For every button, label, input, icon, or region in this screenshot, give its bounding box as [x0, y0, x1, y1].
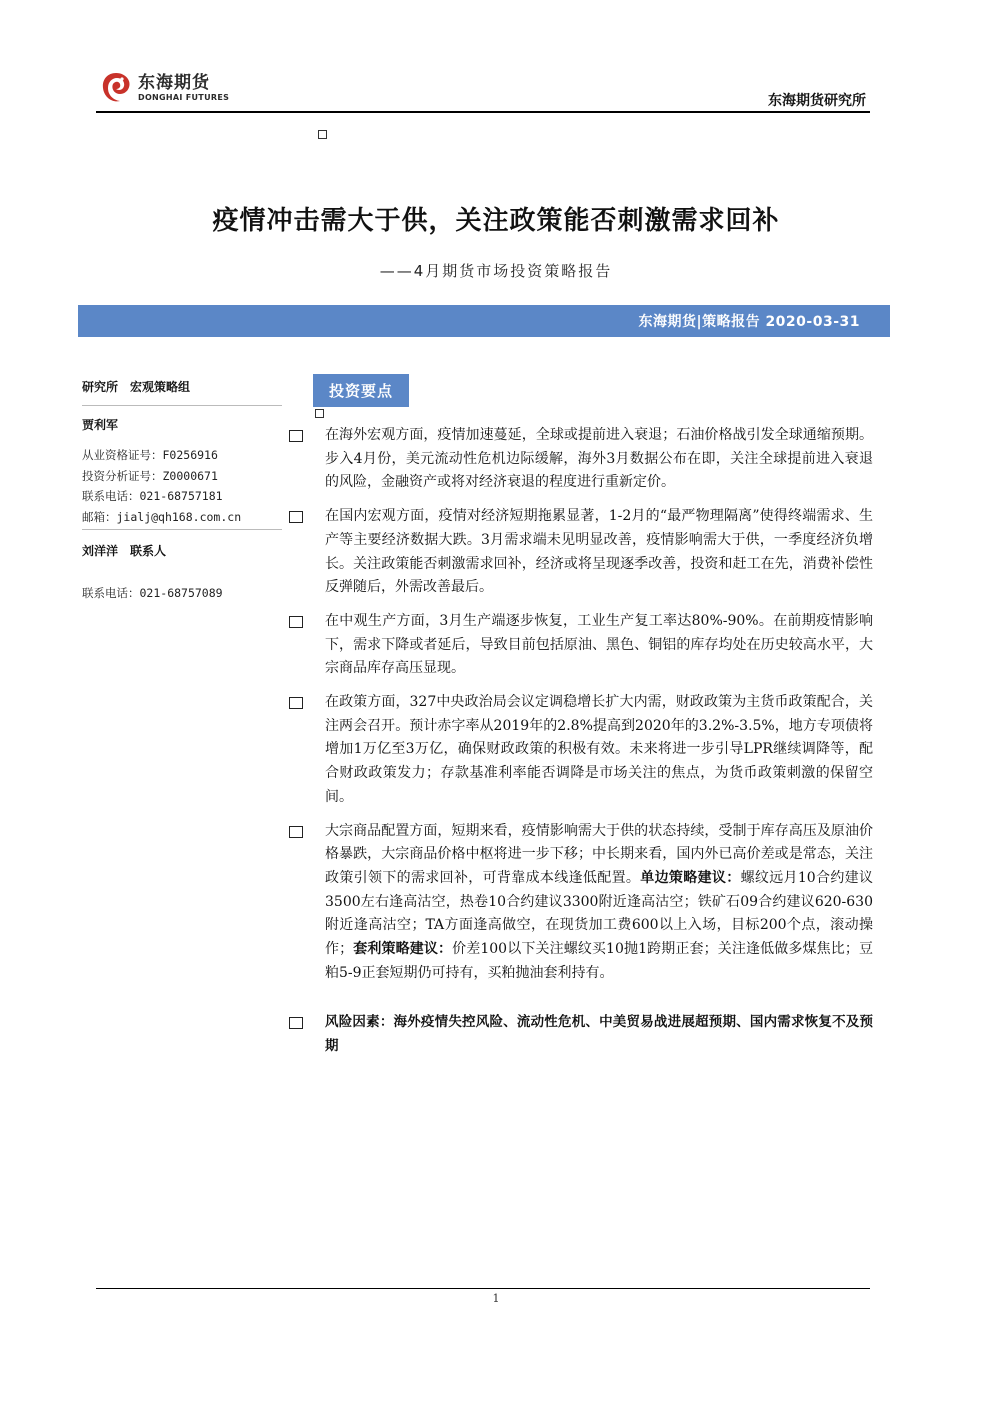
analyst-phone: 联系电话：021-68757181	[82, 489, 223, 503]
footer-divider	[96, 1288, 870, 1289]
arbitrage-strategy-heading: 套利策略建议：	[353, 941, 453, 958]
key-points-tab	[313, 374, 409, 407]
commodity-intro: 大宗商品配置方面，短期来看，疫情影响需大于供的状态持续，受制于库存高压及原油价格暴跌，大宗商品价格中枢将进一步下移；中长期来看，国内外已高价差或是常态，关注政策引领下的需求回补，可背靠成本线逢低配置。	[325, 822, 873, 886]
research-group: 研究所 宏观策略组	[82, 380, 191, 394]
key-points-label: 投资要点	[328, 382, 393, 400]
checkbox-bullet-icon	[289, 511, 303, 523]
logo-english-name: DONGHAI FUTURES	[138, 93, 230, 102]
report-info-band	[78, 305, 890, 337]
key-points-list	[289, 424, 873, 1059]
list-item	[289, 820, 873, 986]
list-item	[289, 691, 873, 810]
analyst-certificate: 投资分析证号：Z0000671	[82, 468, 218, 483]
report-type-date: 东海期货|策略报告 2020-03-31	[638, 314, 860, 330]
company-logo	[98, 68, 238, 108]
sidebar-divider	[82, 405, 282, 406]
overseas-macro-text: 在海外宏观方面，疫情加速蔓延，全球或提前进入衰退；石油价格战引发全球通缩预期。步入4月份，美元流动性危机边际缓解，海外3月数据公布在即，关注全球提前进入衰退的风险，金融资产或将对经济衰退的程度进行重新定价。	[325, 427, 873, 491]
stray-checkbox-glyph	[318, 130, 327, 139]
domestic-macro-text: 在国内宏观方面，疫情对经济短期拖累显著，1-2月的“最严物理隔离”使得终端需求、生产等主要经济数据大跌。3月需求端未见明显改善，疫情影响需大于供，一季度经济负增长。关注政策能否刺激需求回补，经济或将呈现逐季改善，投资和赶工在先，消费补偿性反弹随后，外需改善最后。	[325, 508, 873, 596]
contact-name: 刘洋洋 联系人	[82, 544, 167, 558]
analyst-name: 贾利军	[82, 418, 119, 432]
header-divider	[96, 111, 870, 113]
report-subtitle: ——4月期货市场投资策略报告	[379, 262, 613, 280]
checkbox-bullet-icon	[289, 1017, 303, 1029]
header-organization: 东海期货研究所	[768, 93, 866, 109]
sidebar-divider	[82, 529, 282, 530]
dragon-logo-icon	[98, 70, 134, 106]
commodity-allocation-text	[325, 820, 873, 986]
analyst-qualification: 从业资格证号：F0256916	[82, 448, 218, 462]
production-text: 在中观生产方面，3月生产端逐步恢复，工业生产复工率达80%-90%。在前期疫情影响下，需求下降或者延后，导致目前包括原油、黑色、铜铝的库存均处在历史较高水平，大宗商品库存高压显现。	[325, 612, 873, 677]
stray-checkbox-glyph	[315, 409, 324, 418]
single-strategy-heading: 单边策略建议：	[640, 869, 741, 886]
analyst-email[interactable]: 邮箱：jialj@qh168.com.cn	[82, 509, 242, 524]
list-item	[289, 610, 873, 681]
list-item	[289, 505, 873, 600]
single-strategy-text: 螺纹远月10合约建议3500左右逢高沽空，热卷10合约建议3300附近逢高沽空；铁矿石09合约建议620-630附近逢高沽空；TA方面逢高做空，在现货加工费600以上入场，目标200个点，滚动操作；	[325, 869, 874, 958]
contact-phone: 联系电话：021-68757089	[82, 586, 223, 600]
report-title: 疫情冲击需大于供，关注政策能否刺激需求回补	[212, 206, 780, 236]
logo-chinese-name: 东海期货	[138, 73, 210, 93]
checkbox-bullet-icon	[289, 697, 303, 709]
list-item	[289, 1011, 873, 1058]
risk-factors-text: 风险因素：海外疫情失控风险、流动性危机、中美贸易战进展超预期、国内需求恢复不及预期	[325, 1014, 873, 1055]
page-number: 1	[492, 1292, 500, 1305]
arbitrage-strategy-text: 价差100以下关注螺纹买10抛1跨期正套；关注逢低做多煤焦比；豆粕5-9正套短期仍可持有，买粕抛油套利持有。	[325, 941, 873, 981]
list-item	[289, 424, 873, 495]
checkbox-bullet-icon	[289, 826, 303, 838]
policy-text: 在政策方面，327中央政治局会议定调稳增长扩大内需，财政政策为主货币政策配合，关注两会召开。预计赤字率从2019年的2.8%提高到2020年的3.2%-3.5%，地方专项债将增加1万亿至3万亿，确保财政政策的积极有效。未来将进一步引导LPR继续调降等，配合财政政策发力；存款基准利率能否调降是市场关注的焦点，为货币政策刺激的保留空间。	[325, 694, 873, 805]
analyst-sidebar	[82, 378, 282, 604]
checkbox-bullet-icon	[289, 616, 303, 628]
checkbox-bullet-icon	[289, 430, 303, 442]
